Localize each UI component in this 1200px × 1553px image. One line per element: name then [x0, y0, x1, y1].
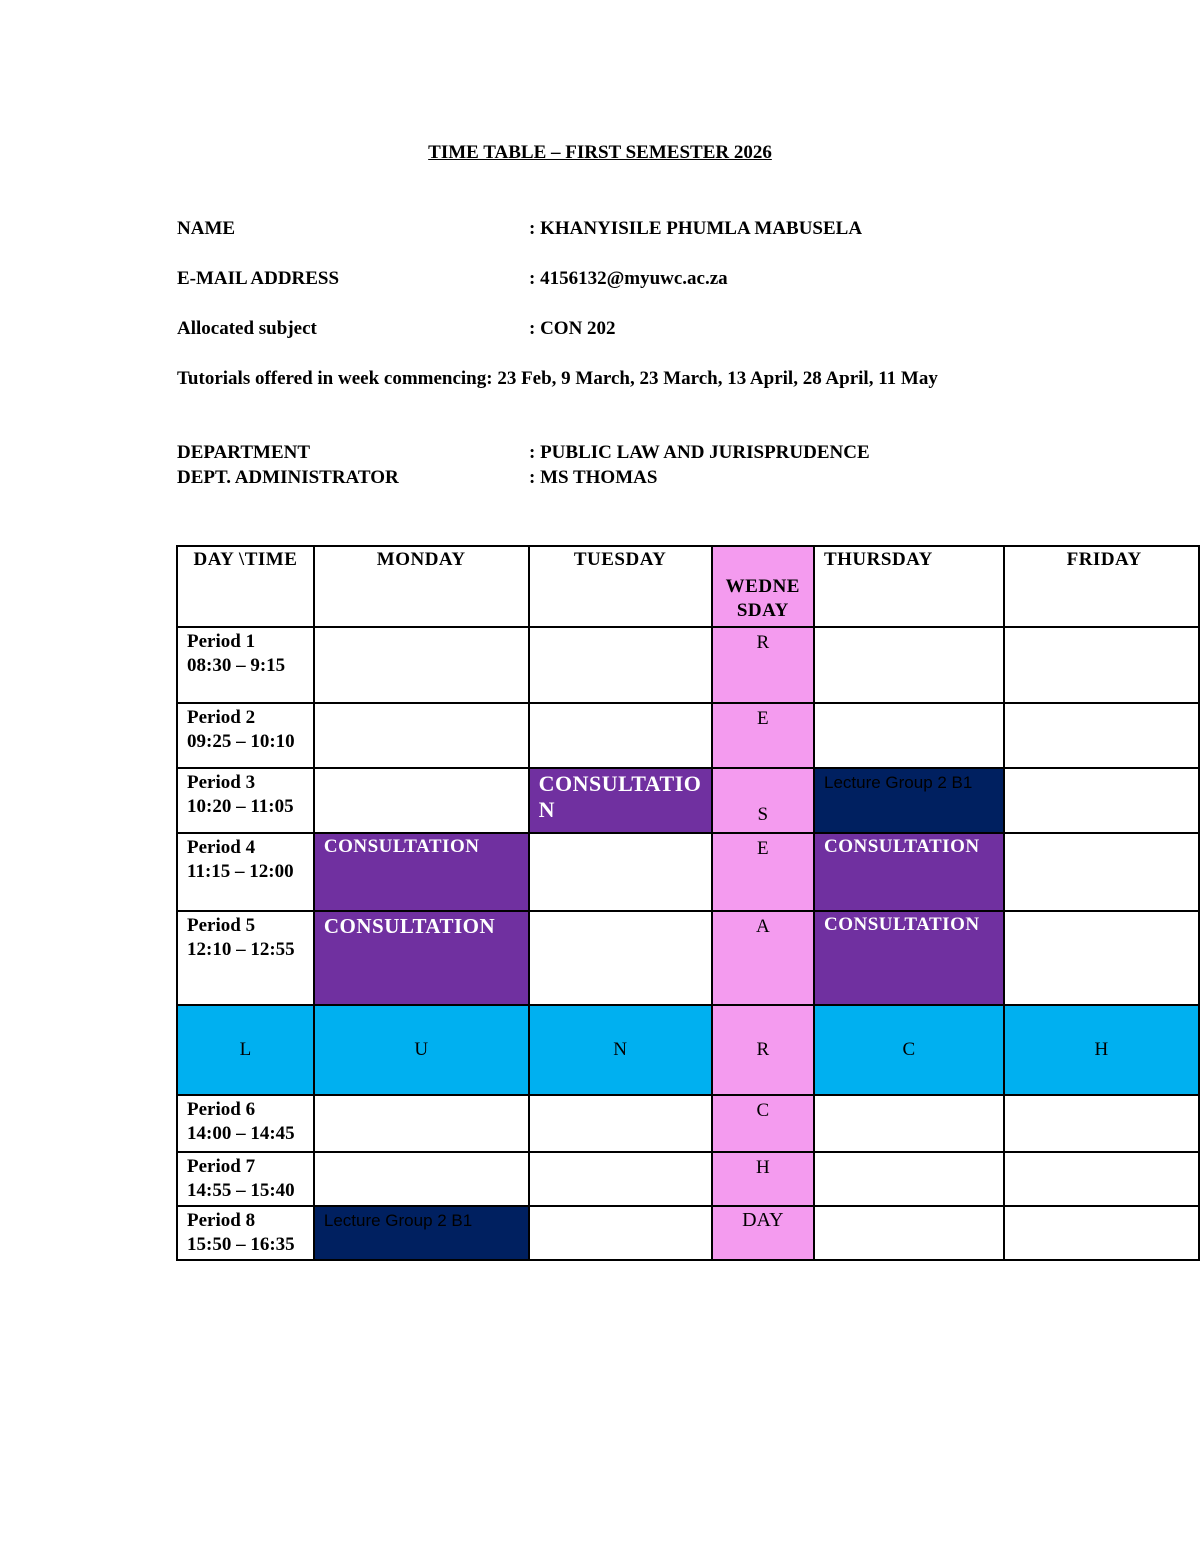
slot-cell [529, 911, 712, 1005]
table-row [177, 1095, 1199, 1152]
header-thursday: THURSDAY [814, 546, 1004, 627]
subject-label: Allocated subject [177, 318, 317, 339]
subject-value: : CON 202 [529, 318, 616, 339]
period-cell [177, 911, 314, 1005]
lunch-letter: H [1004, 1005, 1199, 1095]
period-name: Period 5 [187, 915, 256, 936]
wednesday-cell [712, 768, 814, 833]
tutorials-text: Tutorials offered in week commencing: 23 Feb, 9 March, 23 March, 13 April, 28 April, 11 May [177, 368, 938, 389]
wednesday-letter: E [757, 708, 769, 729]
timetable [176, 545, 1200, 1261]
period-time: 14:00 – 14:45 [187, 1123, 295, 1144]
table-row [177, 627, 1199, 703]
period-time: 15:50 – 16:35 [187, 1234, 295, 1255]
consultation-block: CONSULTATION [814, 911, 1004, 1005]
header-tuesday: TUESDAY [529, 546, 712, 627]
slot-cell [1004, 703, 1199, 768]
email-label: E-MAIL ADDRESS [177, 268, 340, 289]
period-time: 09:25 – 10:10 [187, 731, 295, 752]
period-cell [177, 1206, 314, 1260]
slot-cell [529, 1206, 712, 1260]
department-label: DEPARTMENT [177, 442, 311, 463]
admin-value: : MS THOMAS [529, 467, 658, 488]
period-name: Period 7 [187, 1156, 256, 1177]
slot-cell [314, 768, 529, 833]
wednesday-cell [712, 1206, 814, 1260]
period-name: Period 6 [187, 1099, 256, 1120]
wednesday-cell [712, 833, 814, 911]
wednesday-cell [712, 703, 814, 768]
slot-cell [1004, 1152, 1199, 1206]
slot-cell [1004, 768, 1199, 833]
period-cell [177, 703, 314, 768]
table-row [177, 833, 1199, 911]
slot-cell [814, 703, 1004, 768]
consultation-block: CONSULTATION [814, 833, 1004, 911]
slot-cell [1004, 911, 1199, 1005]
wednesday-letter: A [755, 916, 770, 937]
period-name: Period 2 [187, 707, 256, 728]
slot-cell [314, 627, 529, 703]
wednesday-letter: E [757, 838, 769, 859]
slot-cell [1004, 833, 1199, 911]
table-row [177, 1206, 1199, 1260]
wednesday-cell [712, 1152, 814, 1206]
slot-cell [814, 627, 1004, 703]
wednesday-cell [712, 1095, 814, 1152]
header-monday: MONDAY [314, 546, 529, 627]
slot-cell [314, 1152, 529, 1206]
admin-label: DEPT. ADMINISTRATOR [177, 467, 399, 488]
period-time: 11:15 – 12:00 [187, 861, 294, 882]
slot-cell [1004, 627, 1199, 703]
name-value: : KHANYISILE PHUMLA MABUSELA [529, 218, 863, 239]
consultation-block: CONSULTATION [314, 911, 529, 1005]
period-cell [177, 1095, 314, 1152]
period-time: 10:20 – 11:05 [187, 796, 294, 817]
period-time: 08:30 – 9:15 [187, 655, 286, 676]
slot-cell [529, 627, 712, 703]
period-name: Period 1 [187, 631, 256, 652]
slot-cell [814, 1206, 1004, 1260]
department-value: : PUBLIC LAW AND JURISPRUDENCE [529, 442, 870, 463]
slot-cell [1004, 1095, 1199, 1152]
slot-cell [529, 1152, 712, 1206]
table-row [177, 768, 1199, 833]
consultation-block: CONSULTATION [314, 833, 529, 911]
wednesday-cell [712, 911, 814, 1005]
period-time: 14:55 – 15:40 [187, 1180, 295, 1201]
period-time: 12:10 – 12:55 [187, 939, 295, 960]
slot-cell [529, 1095, 712, 1152]
lunch-letter: C [814, 1005, 1004, 1095]
lecture-block: Lecture Group 2 B1 [814, 768, 1004, 833]
lunch-letter: N [529, 1005, 712, 1095]
wednesday-letter: R [756, 1039, 770, 1060]
wednesday-letter: R [756, 632, 770, 653]
slot-cell [529, 703, 712, 768]
slot-cell [814, 1095, 1004, 1152]
table-row [177, 911, 1199, 1005]
lunch-row [177, 1005, 1199, 1095]
page-title: TIME TABLE – FIRST SEMESTER 2026 [428, 142, 772, 163]
wednesday-letter: C [756, 1100, 770, 1121]
wednesday-cell [712, 1005, 814, 1095]
header-day-time: DAY \TIME [177, 546, 314, 627]
slot-cell [1004, 1206, 1199, 1260]
wednesday-letter: S [757, 804, 769, 825]
period-name: Period 8 [187, 1210, 256, 1231]
period-name: Period 4 [187, 837, 256, 858]
email-value: : 4156132@myuwc.ac.za [529, 268, 728, 289]
slot-cell [814, 1152, 1004, 1206]
slot-cell [314, 1095, 529, 1152]
period-cell [177, 768, 314, 833]
period-cell [177, 833, 314, 911]
header-wednesday: WEDNE SDAY [712, 546, 814, 627]
period-name: Period 3 [187, 772, 256, 793]
wednesday-letter: H [755, 1157, 770, 1178]
table-row [177, 703, 1199, 768]
lunch-letter: L [177, 1005, 314, 1095]
period-cell [177, 627, 314, 703]
lunch-letter: U [314, 1005, 529, 1095]
table-row [177, 1152, 1199, 1206]
name-label: NAME [177, 218, 236, 239]
slot-cell [314, 703, 529, 768]
slot-cell [529, 833, 712, 911]
period-cell [177, 1152, 314, 1206]
consultation-block: CONSULTATIO N [529, 768, 712, 833]
lecture-block: Lecture Group 2 B1 [314, 1206, 529, 1260]
wednesday-cell [712, 627, 814, 703]
wednesday-letter: DAY [742, 1209, 784, 1231]
header-row [177, 546, 1199, 627]
header-friday: FRIDAY [1004, 546, 1199, 627]
